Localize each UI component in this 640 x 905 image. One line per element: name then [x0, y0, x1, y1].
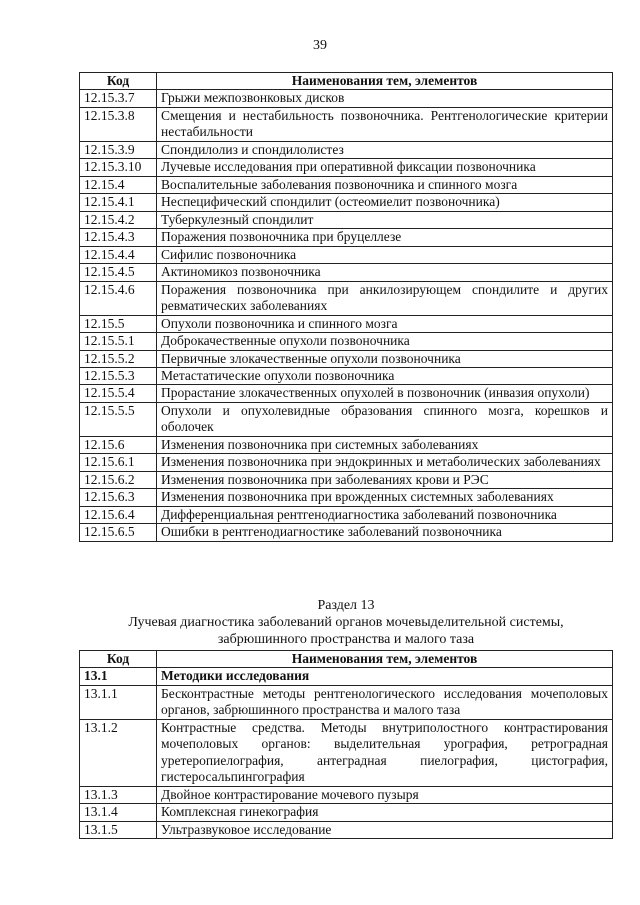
- topics-table-section-13: [79, 650, 613, 839]
- row-topic-name: Контрастные средства. Методы внутриполостного контрастирования мочеполовых органов: выделительная урография, ретроградная уретеропиелография, антеградная пиелография, цистография, гистеросальпингография: [157, 719, 613, 786]
- row-topic-name: Неспецифический спондилит (остеомиелит позвоночника): [157, 194, 613, 211]
- row-code: 12.15.6.2: [80, 471, 157, 488]
- topics-table-section-12: [79, 72, 613, 542]
- row-topic-name: Поражения позвоночника при анкилозирующем спондилите и других ревматических заболеваниях: [157, 281, 613, 315]
- row-topic-name: Прорастание злокачественных опухолей в позвоночник (инвазия опухоли): [157, 385, 613, 402]
- row-topic-name: Двойное контрастирование мочевого пузыря: [157, 786, 613, 803]
- table-row: [80, 281, 613, 315]
- row-topic-name: Лучевые исследования при оперативной фиксации позвоночника: [157, 159, 613, 176]
- row-code: 13.1.1: [80, 685, 157, 719]
- row-topic-name: Изменения позвоночника при заболеваниях крови и РЭС: [157, 471, 613, 488]
- row-topic-name: Ультразвуковое исследование: [157, 821, 613, 838]
- row-topic-name: Опухоли и опухолевидные образования спинного мозга, корешков и оболочек: [157, 402, 613, 436]
- row-code: 12.15.3.9: [80, 141, 157, 158]
- row-topic-name: Метастатические опухоли позвоночника: [157, 367, 613, 384]
- row-topic-name: Изменения позвоночника при врожденных системных заболеваниях: [157, 489, 613, 506]
- table-row: [80, 524, 613, 541]
- row-code: 13.1.3: [80, 786, 157, 803]
- table-row: [80, 107, 613, 141]
- table-row: [80, 506, 613, 523]
- row-code: 12.15.6: [80, 436, 157, 453]
- row-topic-name: Изменения позвоночника при эндокринных и метаболических заболеваниях: [157, 454, 613, 471]
- table-row: [80, 668, 613, 685]
- row-code: 12.15.5.4: [80, 385, 157, 402]
- table-row: [80, 141, 613, 158]
- row-code: 12.15.3.8: [80, 107, 157, 141]
- table-row: [80, 402, 613, 436]
- row-code: 12.15.5.5: [80, 402, 157, 436]
- row-topic-name: Методики исследования: [157, 668, 613, 685]
- table-body: [80, 668, 613, 839]
- row-code: 12.15.5.1: [80, 333, 157, 350]
- row-code: 13.1.4: [80, 804, 157, 821]
- table-row: [80, 454, 613, 471]
- row-topic-name: Актиномикоз позвоночника: [157, 264, 613, 281]
- section-heading: [79, 598, 613, 648]
- row-code: 12.15.4.3: [80, 229, 157, 246]
- row-topic-name: Туберкулезный спондилит: [157, 211, 613, 228]
- row-topic-name: Ошибки в рентгенодиагностике заболеваний позвоночника: [157, 524, 613, 541]
- row-code: 12.15.3.7: [80, 90, 157, 107]
- row-code: 12.15.6.4: [80, 506, 157, 523]
- column-header-code: Код: [80, 73, 157, 90]
- table-row: [80, 685, 613, 719]
- row-topic-name: Грыжи межпозвонковых дисков: [157, 90, 613, 107]
- table-row: [80, 315, 613, 332]
- column-header-name: Наименования тем, элементов: [157, 73, 613, 90]
- table-row: [80, 194, 613, 211]
- row-code: 12.15.6.5: [80, 524, 157, 541]
- row-code: 12.15.6.1: [80, 454, 157, 471]
- row-topic-name: Поражения позвоночника при бруцеллезе: [157, 229, 613, 246]
- row-code: 12.15.6.3: [80, 489, 157, 506]
- row-topic-name: Изменения позвоночника при системных заболеваниях: [157, 436, 613, 453]
- row-code: 12.15.4.6: [80, 281, 157, 315]
- section-title-line-2: забрюшинного пространства и малого таза: [217, 631, 475, 647]
- row-code: 12.15.5.3: [80, 367, 157, 384]
- row-topic-name: Сифилис позвоночника: [157, 246, 613, 263]
- section-label: Раздел 13: [317, 598, 375, 613]
- section-title-line-1: Лучевая диагностика заболеваний органов мочевыделительной системы,: [128, 614, 564, 630]
- row-topic-name: Доброкачественные опухоли позвоночника: [157, 333, 613, 350]
- table-row: [80, 804, 613, 821]
- row-code: 12.15.4.1: [80, 194, 157, 211]
- row-code: 12.15.4.5: [80, 264, 157, 281]
- column-header-name: Наименования тем, элементов: [157, 651, 613, 668]
- table-row: [80, 821, 613, 838]
- table-row: [80, 211, 613, 228]
- table-row: [80, 350, 613, 367]
- row-topic-name: Спондилолиз и спондилолистез: [157, 141, 613, 158]
- row-code: 12.15.4.2: [80, 211, 157, 228]
- table-row: [80, 264, 613, 281]
- table-row: [80, 159, 613, 176]
- table-row: [80, 90, 613, 107]
- table-body: [80, 90, 613, 541]
- row-topic-name: Первичные злокачественные опухоли позвоночника: [157, 350, 613, 367]
- row-code: 12.15.5.2: [80, 350, 157, 367]
- table-row: [80, 367, 613, 384]
- table-row: [80, 385, 613, 402]
- row-code: 12.15.4: [80, 176, 157, 193]
- table-row: [80, 786, 613, 803]
- page-number: 39: [313, 38, 327, 53]
- table-row: [80, 719, 613, 786]
- table-row: [80, 176, 613, 193]
- table-row: [80, 489, 613, 506]
- table-row: [80, 436, 613, 453]
- table-row: [80, 333, 613, 350]
- row-topic-name: Дифференциальная рентгенодиагностика заболеваний позвоночника: [157, 506, 613, 523]
- row-code: 13.1: [80, 668, 157, 685]
- row-code: 13.1.5: [80, 821, 157, 838]
- row-topic-name: Смещения и нестабильность позвоночника. Рентгенологические критерии нестабильности: [157, 107, 613, 141]
- row-topic-name: Бесконтрастные методы рентгенологического исследования мочеполовых органов, забрюшинного пространства и малого таза: [157, 685, 613, 719]
- column-header-code: Код: [80, 651, 157, 668]
- row-code: 12.15.5: [80, 315, 157, 332]
- row-code: 12.15.3.10: [80, 159, 157, 176]
- row-topic-name: Комплексная гинекография: [157, 804, 613, 821]
- table-row: [80, 471, 613, 488]
- table-header-row: [80, 73, 613, 90]
- row-topic-name: Воспалительные заболевания позвоночника и спинного мозга: [157, 176, 613, 193]
- table-header-row: [80, 651, 613, 668]
- table-row: [80, 246, 613, 263]
- table-row: [80, 229, 613, 246]
- row-code: 13.1.2: [80, 719, 157, 786]
- row-topic-name: Опухоли позвоночника и спинного мозга: [157, 315, 613, 332]
- row-code: 12.15.4.4: [80, 246, 157, 263]
